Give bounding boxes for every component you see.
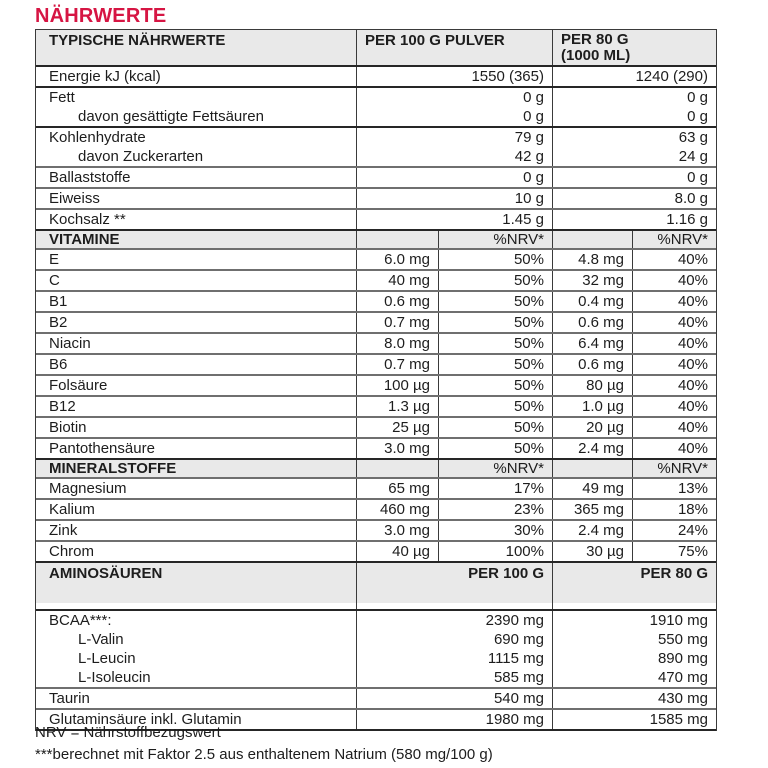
amount-per-100g: 460 mg — [356, 500, 438, 519]
value-per-100g: 10 g — [356, 189, 552, 208]
blank-cell — [356, 603, 552, 609]
amount-per-100g: 40 mg — [356, 271, 438, 290]
spacer-row — [36, 603, 716, 609]
nutrient-row — [36, 67, 716, 86]
nrv-per-80g: 13% — [632, 479, 716, 498]
row-label: davon Zuckerarten — [78, 148, 204, 165]
nrv-per-80g: 40% — [632, 271, 716, 290]
nutrient-row — [36, 397, 716, 416]
nrv-per-80g: 40% — [632, 355, 716, 374]
header-label-typische-naehrwerte: TYPISCHE NÄHRWERTE — [49, 32, 226, 49]
amount-per-80g: 4.8 mg — [552, 250, 632, 269]
amount-per-100g: 1.3 µg — [356, 397, 438, 416]
nrv-per-80g: 40% — [632, 376, 716, 395]
amount-per-100g: 3.0 mg — [356, 439, 438, 458]
nutrient-row — [36, 355, 716, 374]
table-header-row — [36, 30, 716, 65]
value-per-80g: 63 g — [552, 128, 716, 147]
value-per-80g: 470 mg — [552, 668, 716, 687]
value-per-80g: 24 g — [552, 147, 716, 166]
blank-cell — [36, 603, 356, 609]
row-label: L-Valin — [78, 631, 124, 648]
nrv-per-80g: 24% — [632, 521, 716, 540]
amount-per-100g: 8.0 mg — [356, 334, 438, 353]
nutrient-row — [36, 521, 716, 540]
nrv-per-100g: 50% — [438, 334, 552, 353]
nrv-per-80g: 40% — [632, 250, 716, 269]
nutrient-row — [36, 611, 716, 630]
row-group — [36, 439, 716, 460]
value-per-80g: 550 mg — [552, 630, 716, 649]
amount-per-80g: 1.0 µg — [552, 397, 632, 416]
amount-per-80g: 20 µg — [552, 418, 632, 437]
nrv-per-80g: 18% — [632, 500, 716, 519]
nrv-column-header: %NRV* — [438, 460, 552, 477]
section-header-row — [36, 563, 716, 603]
row-label: davon gesättigte Fettsäuren — [78, 108, 264, 125]
section-header-group — [36, 231, 716, 250]
nutrient-row — [36, 376, 716, 395]
row-group — [36, 334, 716, 355]
value-per-80g: 0 g — [552, 168, 716, 187]
nutrient-row — [36, 689, 716, 708]
value-per-100g: 540 mg — [356, 689, 552, 708]
row-label: Zink — [49, 522, 78, 539]
nrv-per-80g: 40% — [632, 313, 716, 332]
amount-per-80g: 49 mg — [552, 479, 632, 498]
value-per-80g: 430 mg — [552, 689, 716, 708]
value-per-80g: 1.16 g — [552, 210, 716, 229]
per-100g-column-header: PER 100 G — [356, 563, 552, 603]
row-label: Pantothensäure — [49, 440, 155, 457]
header-per-80g-line2: (1000 ML) — [561, 47, 631, 64]
row-group — [36, 397, 716, 418]
row-group — [36, 500, 716, 521]
row-group — [36, 250, 716, 271]
nutrient-row — [36, 88, 716, 107]
value-per-100g: 2390 mg — [356, 611, 552, 630]
row-group — [36, 689, 716, 710]
nrv-per-100g: 50% — [438, 271, 552, 290]
row-label: Kalium — [49, 501, 95, 518]
value-per-100g: 1550 (365) — [356, 67, 552, 86]
nutrient-row — [36, 334, 716, 353]
row-label: L-Leucin — [78, 650, 136, 667]
blank-cell — [552, 603, 716, 609]
table-body — [36, 67, 716, 731]
section-title: AMINOSÄUREN — [49, 565, 163, 582]
row-label: Taurin — [49, 690, 90, 707]
section-header-row — [36, 231, 716, 248]
nrv-per-100g: 23% — [438, 500, 552, 519]
footnote-kochsalz-berechnung: ***berechnet mit Faktor 2.5 aus enthaltenem Natrium (580 mg/100 g) — [35, 746, 493, 763]
nutrient-row — [36, 479, 716, 498]
amino-header-group — [36, 563, 716, 603]
nutrient-row — [36, 189, 716, 208]
value-per-80g: 1585 mg — [552, 710, 716, 729]
row-label: Ballaststoffe — [49, 169, 131, 186]
row-label: B6 — [49, 356, 68, 373]
nrv-per-100g: 50% — [438, 439, 552, 458]
amount-per-100g: 0.7 mg — [356, 355, 438, 374]
value-per-80g: 1910 mg — [552, 611, 716, 630]
nrv-per-100g: 30% — [438, 521, 552, 540]
value-per-100g: 1115 mg — [356, 649, 552, 668]
nutrient-row — [36, 630, 716, 649]
nrv-per-100g: 50% — [438, 250, 552, 269]
amount-per-80g: 32 mg — [552, 271, 632, 290]
section-header-row — [36, 460, 716, 477]
footnote-nrv: NRV = Nährstoffbezugswert — [35, 724, 221, 741]
row-label: B1 — [49, 293, 68, 310]
nrv-per-100g: 100% — [438, 542, 552, 561]
value-per-100g: 1980 mg — [356, 710, 552, 729]
row-label: E — [49, 251, 60, 268]
nrv-per-100g: 50% — [438, 355, 552, 374]
nrv-per-80g: 40% — [632, 334, 716, 353]
amount-per-100g: 65 mg — [356, 479, 438, 498]
row-group — [36, 418, 716, 439]
amount-per-80g: 365 mg — [552, 500, 632, 519]
nrv-per-80g: 75% — [632, 542, 716, 561]
row-label: Fett — [49, 89, 75, 106]
table-header-group — [36, 30, 716, 67]
row-group — [36, 355, 716, 376]
nutrient-row — [36, 418, 716, 437]
blank-cell — [356, 460, 438, 477]
row-group — [36, 128, 716, 168]
nrv-per-100g: 50% — [438, 397, 552, 416]
nutrient-row — [36, 250, 716, 269]
nrv-column-header: %NRV* — [632, 460, 716, 477]
amount-per-100g: 6.0 mg — [356, 250, 438, 269]
nutrient-row — [36, 649, 716, 668]
amount-per-100g: 40 µg — [356, 542, 438, 561]
row-group — [36, 611, 716, 689]
row-label: Magnesium — [49, 480, 127, 497]
value-per-80g: 890 mg — [552, 649, 716, 668]
nrv-per-80g: 40% — [632, 397, 716, 416]
row-label: L-Isoleucin — [78, 669, 151, 686]
nutrient-row — [36, 292, 716, 311]
value-per-100g: 42 g — [356, 147, 552, 166]
nutrient-row — [36, 439, 716, 458]
nutrient-row — [36, 210, 716, 229]
nrv-per-80g: 40% — [632, 292, 716, 311]
amount-per-100g: 0.6 mg — [356, 292, 438, 311]
header-per-80g-line1: PER 80 G — [561, 31, 629, 48]
nutrient-row — [36, 128, 716, 147]
row-group — [36, 67, 716, 88]
nrv-column-header: %NRV* — [438, 231, 552, 248]
row-group — [36, 271, 716, 292]
value-per-80g: 0 g — [552, 107, 716, 126]
amount-per-80g: 2.4 mg — [552, 439, 632, 458]
nrv-per-100g: 50% — [438, 418, 552, 437]
nutrient-row — [36, 147, 716, 166]
amount-per-80g: 0.4 mg — [552, 292, 632, 311]
value-per-100g: 690 mg — [356, 630, 552, 649]
blank-cell — [356, 231, 438, 248]
row-label: Glutaminsäure inkl. Glutamin — [49, 711, 242, 728]
row-label: B12 — [49, 398, 76, 415]
nutrient-row — [36, 668, 716, 687]
value-per-80g: 8.0 g — [552, 189, 716, 208]
header-per-100g-pulver: PER 100 G PULVER — [356, 30, 552, 65]
row-group — [36, 168, 716, 189]
amount-per-100g: 0.7 mg — [356, 313, 438, 332]
blank-cell — [552, 231, 632, 248]
row-label: Biotin — [49, 419, 87, 436]
row-label: C — [49, 272, 60, 289]
row-label: Eiweiss — [49, 190, 100, 207]
amount-per-80g: 2.4 mg — [552, 521, 632, 540]
value-per-100g: 79 g — [356, 128, 552, 147]
amount-per-80g: 80 µg — [552, 376, 632, 395]
nutrient-row — [36, 542, 716, 561]
row-group — [36, 292, 716, 313]
blank-cell — [552, 460, 632, 477]
amount-per-100g: 25 µg — [356, 418, 438, 437]
row-label: Folsäure — [49, 377, 108, 394]
nutrient-row — [36, 313, 716, 332]
spacer-group — [36, 603, 716, 611]
nutrient-row — [36, 107, 716, 126]
nrv-per-100g: 17% — [438, 479, 552, 498]
row-label: Chrom — [49, 543, 95, 560]
header-per-80g — [552, 30, 716, 65]
page-title: NÄHRWERTE — [35, 5, 167, 27]
row-label: Kohlenhydrate — [49, 129, 146, 146]
row-group — [36, 210, 716, 231]
nrv-per-80g: 40% — [632, 418, 716, 437]
value-per-100g: 0 g — [356, 168, 552, 187]
amount-per-100g: 3.0 mg — [356, 521, 438, 540]
row-group — [36, 313, 716, 334]
nutrition-table — [35, 29, 717, 731]
row-label: Niacin — [49, 335, 91, 352]
amount-per-80g: 0.6 mg — [552, 313, 632, 332]
value-per-100g: 1.45 g — [356, 210, 552, 229]
nrv-per-80g: 40% — [632, 439, 716, 458]
row-label: Energie kJ (kcal) — [49, 68, 161, 85]
value-per-100g: 0 g — [356, 88, 552, 107]
row-group — [36, 479, 716, 500]
amount-per-80g: 30 µg — [552, 542, 632, 561]
amount-per-80g: 6.4 mg — [552, 334, 632, 353]
nutrient-row — [36, 168, 716, 187]
row-group — [36, 521, 716, 542]
footnotes — [35, 722, 493, 766]
per-80g-column-header: PER 80 G — [552, 563, 716, 603]
row-group — [36, 88, 716, 128]
nrv-column-header: %NRV* — [632, 231, 716, 248]
nrv-per-100g: 50% — [438, 313, 552, 332]
row-group — [36, 542, 716, 563]
section-title: MINERALSTOFFE — [49, 460, 177, 477]
nrv-per-100g: 50% — [438, 376, 552, 395]
value-per-100g: 0 g — [356, 107, 552, 126]
nutrient-row — [36, 500, 716, 519]
row-label: BCAA***: — [49, 612, 112, 629]
row-group — [36, 189, 716, 210]
amount-per-80g: 0.6 mg — [552, 355, 632, 374]
value-per-80g: 1240 (290) — [552, 67, 716, 86]
row-label: B2 — [49, 314, 68, 331]
row-group — [36, 376, 716, 397]
nutrient-row — [36, 271, 716, 290]
value-per-100g: 585 mg — [356, 668, 552, 687]
section-header-group — [36, 460, 716, 479]
nrv-per-100g: 50% — [438, 292, 552, 311]
row-label: Kochsalz ** — [49, 211, 126, 228]
value-per-80g: 0 g — [552, 88, 716, 107]
section-title: VITAMINE — [49, 231, 120, 248]
amount-per-100g: 100 µg — [356, 376, 438, 395]
